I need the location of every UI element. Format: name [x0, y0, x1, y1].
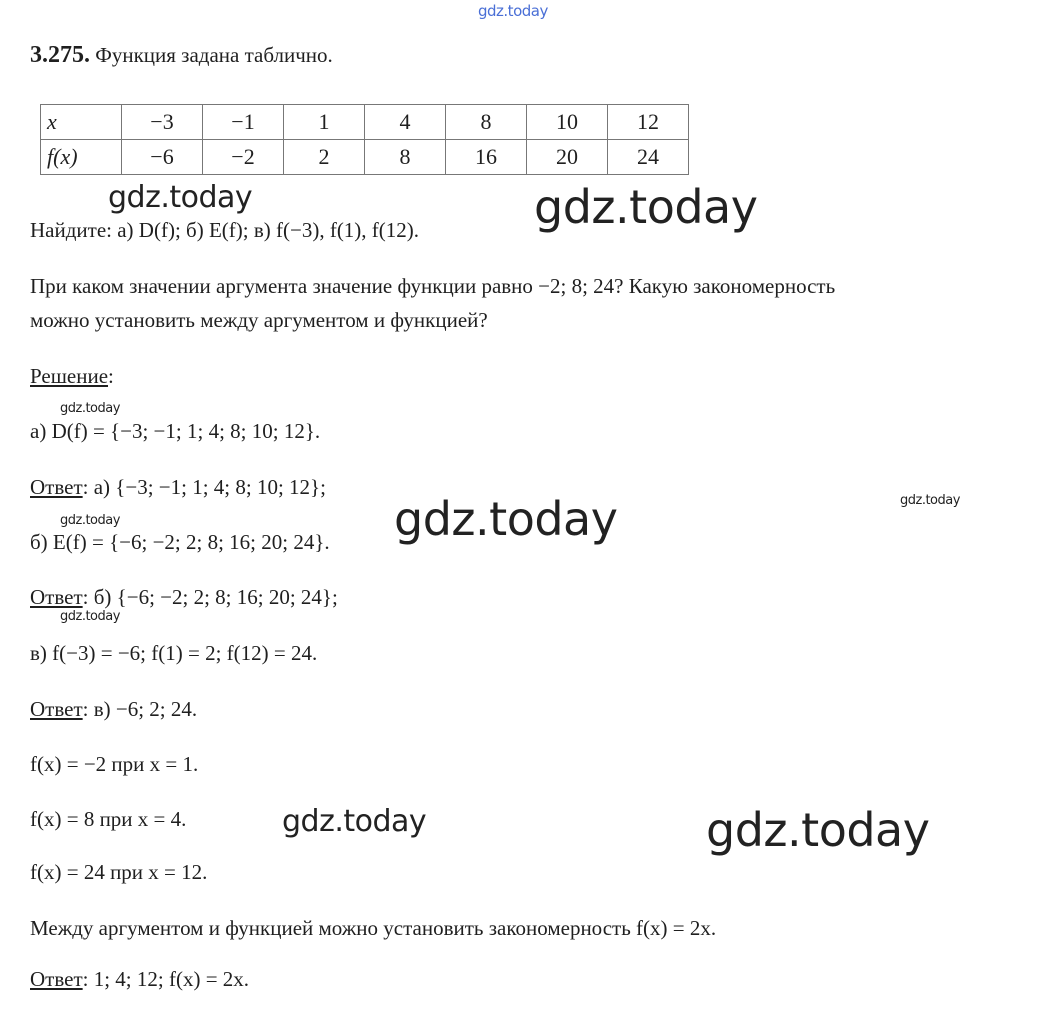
task-line-2: При каком значении аргумента значение функции равно −2; 8; 24? Какую закономерность: [30, 274, 836, 298]
watermark-8: gdz.today: [282, 804, 427, 839]
table-cell: −6: [122, 140, 203, 175]
task-line-3: можно установить между аргументом и функцией?: [30, 308, 488, 332]
table-cell: 20: [527, 140, 608, 175]
watermark-6: gdz.today: [394, 492, 618, 546]
solution-v: в) f(−3) = −6; f(1) = 2; f(12) = 24.: [30, 641, 318, 665]
equation-3: f(x) = 24 при x = 12.: [30, 860, 208, 884]
table-cell: 12: [608, 105, 689, 140]
watermark-5: gdz.today: [60, 513, 120, 528]
answer-label: Ответ: [30, 967, 83, 991]
watermark-4: gdz.today: [900, 493, 960, 508]
answer-a: [30, 475, 326, 500]
table-cell: 2: [284, 140, 365, 175]
problem-header: [30, 42, 333, 69]
table-cell: 10: [527, 105, 608, 140]
table-head-x: x: [41, 105, 122, 140]
equation-1: f(x) = −2 при x = 1.: [30, 752, 199, 776]
watermark-1: gdz.today: [108, 180, 253, 215]
watermark-7: gdz.today: [60, 609, 120, 624]
solution-heading: [30, 364, 114, 389]
watermark-top: gdz.today: [478, 2, 548, 20]
solution-heading-colon: :: [108, 364, 114, 388]
table-cell: 4: [365, 105, 446, 140]
answer-v: [30, 697, 197, 722]
table-row-x: [41, 105, 689, 140]
answer-v-text: : в) −6; 2; 24.: [82, 697, 198, 721]
table-cell: 1: [284, 105, 365, 140]
table-row-f: [41, 140, 689, 175]
solution-b: б) E(f) = {−6; −2; 2; 8; 16; 20; 24}.: [30, 530, 330, 554]
table-cell: −2: [203, 140, 284, 175]
answer-label: Ответ: [30, 475, 83, 499]
table-cell: 8: [446, 105, 527, 140]
task-line-1: Найдите: а) D(f); б) E(f); в) f(−3), f(1), f(12).: [30, 218, 420, 242]
watermark-2: gdz.today: [534, 180, 758, 234]
answer-final-text: : 1; 4; 12; f(x) = 2x.: [82, 967, 250, 991]
answer-a-text: : а) {−3; −1; 1; 4; 8; 10; 12};: [82, 475, 326, 499]
watermark-9: gdz.today: [706, 803, 930, 857]
problem-number: 3.275.: [30, 42, 90, 68]
answer-label: Ответ: [30, 697, 83, 721]
table-head-f: f(x): [41, 140, 122, 175]
pattern-text: Между аргументом и функцией можно установить закономерность f(x) = 2x.: [30, 916, 717, 940]
function-table: [40, 104, 689, 175]
watermark-3: gdz.today: [60, 401, 120, 416]
table-cell: 8: [365, 140, 446, 175]
answer-label: Ответ: [30, 585, 83, 609]
answer-final: [30, 967, 249, 992]
table-cell: −3: [122, 105, 203, 140]
equation-2: f(x) = 8 при x = 4.: [30, 807, 187, 831]
answer-b: [30, 585, 338, 610]
solution-heading-text: Решение: [30, 364, 109, 388]
answer-b-text: : б) {−6; −2; 2; 8; 16; 20; 24};: [82, 585, 338, 609]
table-cell: 16: [446, 140, 527, 175]
solution-a: а) D(f) = {−3; −1; 1; 4; 8; 10; 12}.: [30, 419, 321, 443]
problem-title: Функция задана таблично.: [95, 43, 333, 67]
table-cell: 24: [608, 140, 689, 175]
table-cell: −1: [203, 105, 284, 140]
